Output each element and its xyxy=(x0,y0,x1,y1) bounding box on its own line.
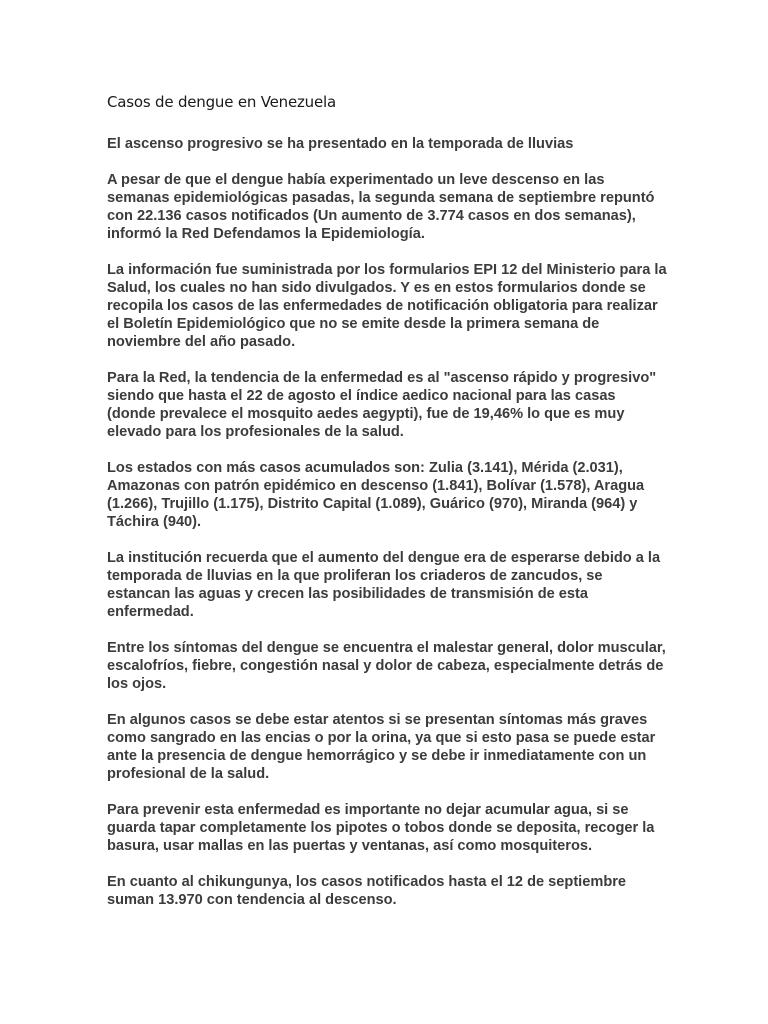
paragraph: A pesar de que el dengue había experimentado un leve descenso en las semanas epidemiológicas pasadas, la segunda semana de septiembre repuntó con 22.136 casos notificados (Un aumento de 3.774 casos en dos semanas), informó la Red Defendamos la Epidemiología. xyxy=(107,172,655,242)
paragraph: En algunos casos se debe estar atentos si se presentan síntomas más graves como sangrado en las encias o por la orina, ya que si esto pasa se puede estar ante la presencia de dengue hemorrágico y se debe ir inmediatamente con un profesional de la salud. xyxy=(107,712,656,782)
paragraph: La institución recuerda que el aumento del dengue era de esperarse debido a la temporada de lluvias en la que proliferan los criaderos de zancudos, se estancan las aguas y crecen las posibilidades de transmisión de esta enfermedad. xyxy=(107,550,661,620)
paragraph-subtitle: El ascenso progresivo se ha presentado en la temporada de lluvias xyxy=(107,136,574,152)
paragraph: Para la Red, la tendencia de la enfermedad es al "ascenso rápido y progresivo" siendo que hasta el 22 de agosto el índice aedico nacional para las casas (donde prevalece el mosquito aedes aegypti), fue de 19,46% lo que es muy elevado para los profesionales de la salud. xyxy=(107,370,657,440)
paragraph: En cuanto al chikungunya, los casos notificados hasta el 12 de septiembre suman 13.970 con tendencia al descenso. xyxy=(107,874,627,908)
document-title: Casos de dengue en Venezuela xyxy=(107,93,336,111)
paragraph: Para prevenir esta enfermedad es importante no dejar acumular agua, si se guarda tapar completamente los pipotes o tobos donde se deposita, recoger la basura, usar mallas en las puertas y ventanas, así como mosquiteros. xyxy=(107,802,655,854)
paragraph: Entre los síntomas del dengue se encuentra el malestar general, dolor muscular, escalofríos, fiebre, congestión nasal y dolor de cabeza, especialmente detrás de los ojos. xyxy=(107,640,666,692)
paragraph: Los estados con más casos acumulados son: Zulia (3.141), Mérida (2.031), Amazonas con patrón epidémico en descenso (1.841), Bolívar (1.578), Aragua (1.266), Trujillo (1.175), Distrito Capital (1.089), Guárico (970), Miranda (964) y Táchira (940). xyxy=(107,460,645,530)
paragraph: La información fue suministrada por los formularios EPI 12 del Ministerio para la Salud, los cuales no han sido divulgados. Y es en estos formularios donde se recopila los casos de las enfermedades de notificación obligatoria para realizar el Boletín Epidemiológico que no se emite desde la primera semana de noviembre del año pasado. xyxy=(107,262,667,350)
document-body xyxy=(107,135,667,927)
